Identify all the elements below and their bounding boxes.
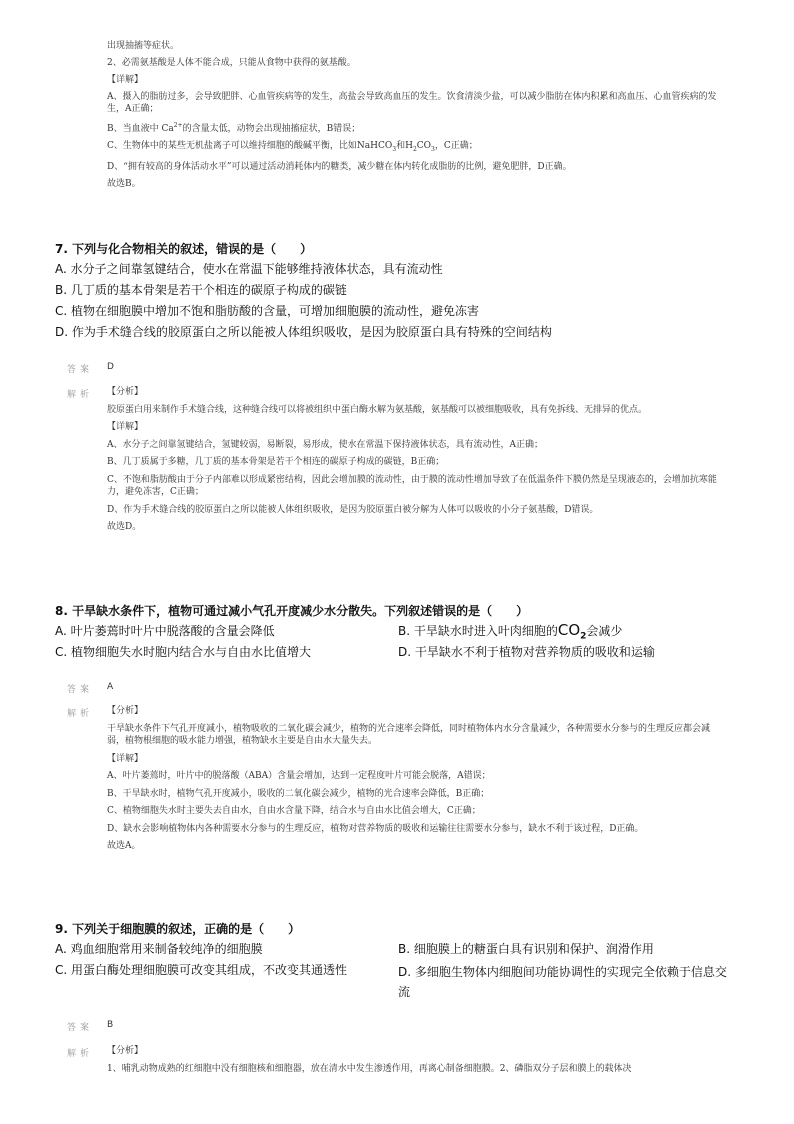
- choose-line: 故选D。: [107, 522, 142, 532]
- q9-explanation: [107, 1045, 727, 1080]
- explain-line: C、生物体中的某些无机盐离子可以维持细胞的酸碱平衡，比如NaHCO$_3$和$H_2CO_3$，C正确；: [107, 141, 478, 153]
- choose-line: 故选B。: [107, 178, 141, 189]
- detail-line: D、作为手术缝合线的胶原蛋白之所以能被人体组织吸收，是因为胶原蛋白被分解为人体可以吸收的小分子氨基酸，D错误。: [107, 504, 599, 515]
- q7-answer: D: [107, 362, 114, 372]
- q8-option-a[interactable]: A. 叶片萎蔫时叶片中脱落酸的含量会降低: [55, 624, 275, 638]
- q8-answer: A: [107, 682, 114, 692]
- q7-option-c[interactable]: C. 植物在细胞膜中增加不饱和脂肪酸的含量，可增加细胞膜的流动性，避免冻害: [55, 304, 480, 318]
- analysis-heading: 【分析】: [107, 706, 144, 716]
- detail-heading: 【详解】: [107, 422, 144, 432]
- q7-option-a[interactable]: A. 水分子之间靠氢键结合，使水在常温下能够维持液体状态，具有流动性: [55, 262, 443, 276]
- analysis-text: 1、哺乳动物成熟的红细胞中没有细胞核和细胞器，放在清水中发生渗透作用，再离心制备细胞膜。2、磷脂双分子层和膜上的载体决: [107, 1063, 632, 1074]
- explain-line: 2、必需氨基酸是人体不能合成，只能从食物中获得的氨基酸。: [107, 58, 356, 68]
- analysis-text: 干旱缺水条件下气孔开度减小，植物吸收的二氧化碳会减少，植物的光合速率会降低，同时植物体内水分含量减少，各种需要水分参与的生理反应都会减弱，植物根细胞的吸水能力增强，植物缺水主要是自由水大量失去。: [107, 723, 711, 746]
- q9-option-d[interactable]: D. 多细胞生物体内细胞间功能协调性的实现完全依赖于信息交流: [398, 965, 727, 999]
- q8-option-b[interactable]: B. 干旱缺水时进入叶肉细胞的$CO_2$会减少: [398, 621, 623, 642]
- detail-line: A、水分子之间靠氢键结合，氢键较弱，易断裂，易形成，使水在常温下保持液体状态，具有流动性，A正确；: [107, 439, 544, 450]
- detail-line: A、叶片萎蔫时，叶片中的脱落酸（ABA）含量会增加，达到一定程度叶片可能会脱落，A错误；: [107, 771, 491, 781]
- detail-line: C、植物细胞失水时主要失去自由水，自由水含量下降，结合水与自由水比值会增大，C正确；: [107, 806, 481, 816]
- answer-label: 答案: [67, 365, 94, 375]
- explain-label: 解析: [67, 390, 94, 400]
- explain-label: 解析: [67, 709, 94, 719]
- answer-label: 答案: [67, 685, 94, 695]
- explain-label: 解析: [67, 1049, 94, 1059]
- question-8-title: 8. 干旱缺水条件下，植物可通过减小气孔开度减少水分散失。下列叙述错误的是（ ）: [55, 604, 529, 618]
- q7-option-b[interactable]: B. 几丁质的基本骨架是若干个相连的碳原子构成的碳链: [55, 283, 347, 297]
- q9-option-a[interactable]: A. 鸡血细胞常用来制备较纯净的细胞膜: [55, 942, 263, 956]
- analysis-heading: 【分析】: [107, 1046, 144, 1056]
- question-7-title: 7. 下列与化合物相关的叙述，错误的是（ ）: [55, 242, 313, 256]
- detail-line: B、干旱缺水时，植物气孔开度减小，吸收的二氧化碳会减少，植物的光合速率会降低，B正确；: [107, 788, 490, 799]
- detail-line: D、缺水会影响植物体内各种需要水分参与的生理反应，植物对营养物质的吸收和运输往往需要水分参与，缺水不利于该过程，D正确。: [107, 823, 644, 834]
- q8-option-c[interactable]: C. 植物细胞失水时胞内结合水与自由水比值增大: [55, 645, 312, 659]
- question-9-title: 9. 下列关于细胞膜的叙述，正确的是（ ）: [55, 922, 301, 936]
- q8-option-d[interactable]: D. 干旱缺水不利于植物对营养物质的吸收和运输: [398, 645, 655, 659]
- detail-heading: 【详解】: [107, 753, 144, 764]
- detail-line: B、几丁质属于多糖，几丁质的基本骨架是若干个相连的碳原子构成的碳链，B正确；: [107, 457, 445, 467]
- q9-option-b[interactable]: B. 细胞膜上的糖蛋白具有识别和保护、润滑作用: [398, 942, 654, 956]
- explain-line: 出现抽搐等症状。: [107, 41, 180, 51]
- q8-explanation: [107, 705, 727, 858]
- q9-option-c[interactable]: C. 用蛋白酶处理细胞膜可改变其组成，不改变其通透性: [55, 963, 348, 977]
- q9-answer: B: [107, 1020, 114, 1030]
- detail-line: C、不饱和脂肪酸由于分子内部难以形成紧密结构，因此会增加膜的流动性，由于膜的流动性增加导致了在低温条件下膜仍然是呈现液态的，会增加抗寒能力，避免冻害，C正确；: [107, 474, 717, 497]
- analysis-heading: 【分析】: [107, 387, 144, 397]
- detail-heading: 【详解】: [107, 75, 144, 85]
- q7-explanation: [107, 386, 727, 539]
- explain-line: A、摄入的脂肪过多，会导致肥胖、心血管疾病等的发生，高盐会导致高血压的发生。饮食清淡少盐，可以减少脂肪在体内积累和高血压、心血管疾病的发生，A正确；: [107, 92, 717, 114]
- explain-line: D、“拥有较高的身体活动水平”可以通过活动消耗体内的糖类，减少糖在体内转化成脂肪的比例，避免肥胖，D正确。: [107, 161, 572, 172]
- answer-label: 答案: [67, 1023, 94, 1033]
- choose-line: 故选A。: [107, 841, 141, 851]
- q7-option-d[interactable]: D. 作为手术缝合线的胶原蛋白之所以能被人体组织吸收，是因为胶原蛋白具有特殊的空间结构: [55, 325, 552, 339]
- explain-line: B、当血液中 $Ca^{2+}$的含量太低，动物会出现抽搐症状，B错误；: [107, 122, 361, 134]
- prev-explanation: [107, 40, 727, 195]
- analysis-text: 胶原蛋白用来制作手术缝合线，这种缝合线可以将被组织中蛋白酶水解为氨基酸，氨基酸可以被细胞吸收，具有免拆线、无排异的优点。: [107, 404, 648, 415]
